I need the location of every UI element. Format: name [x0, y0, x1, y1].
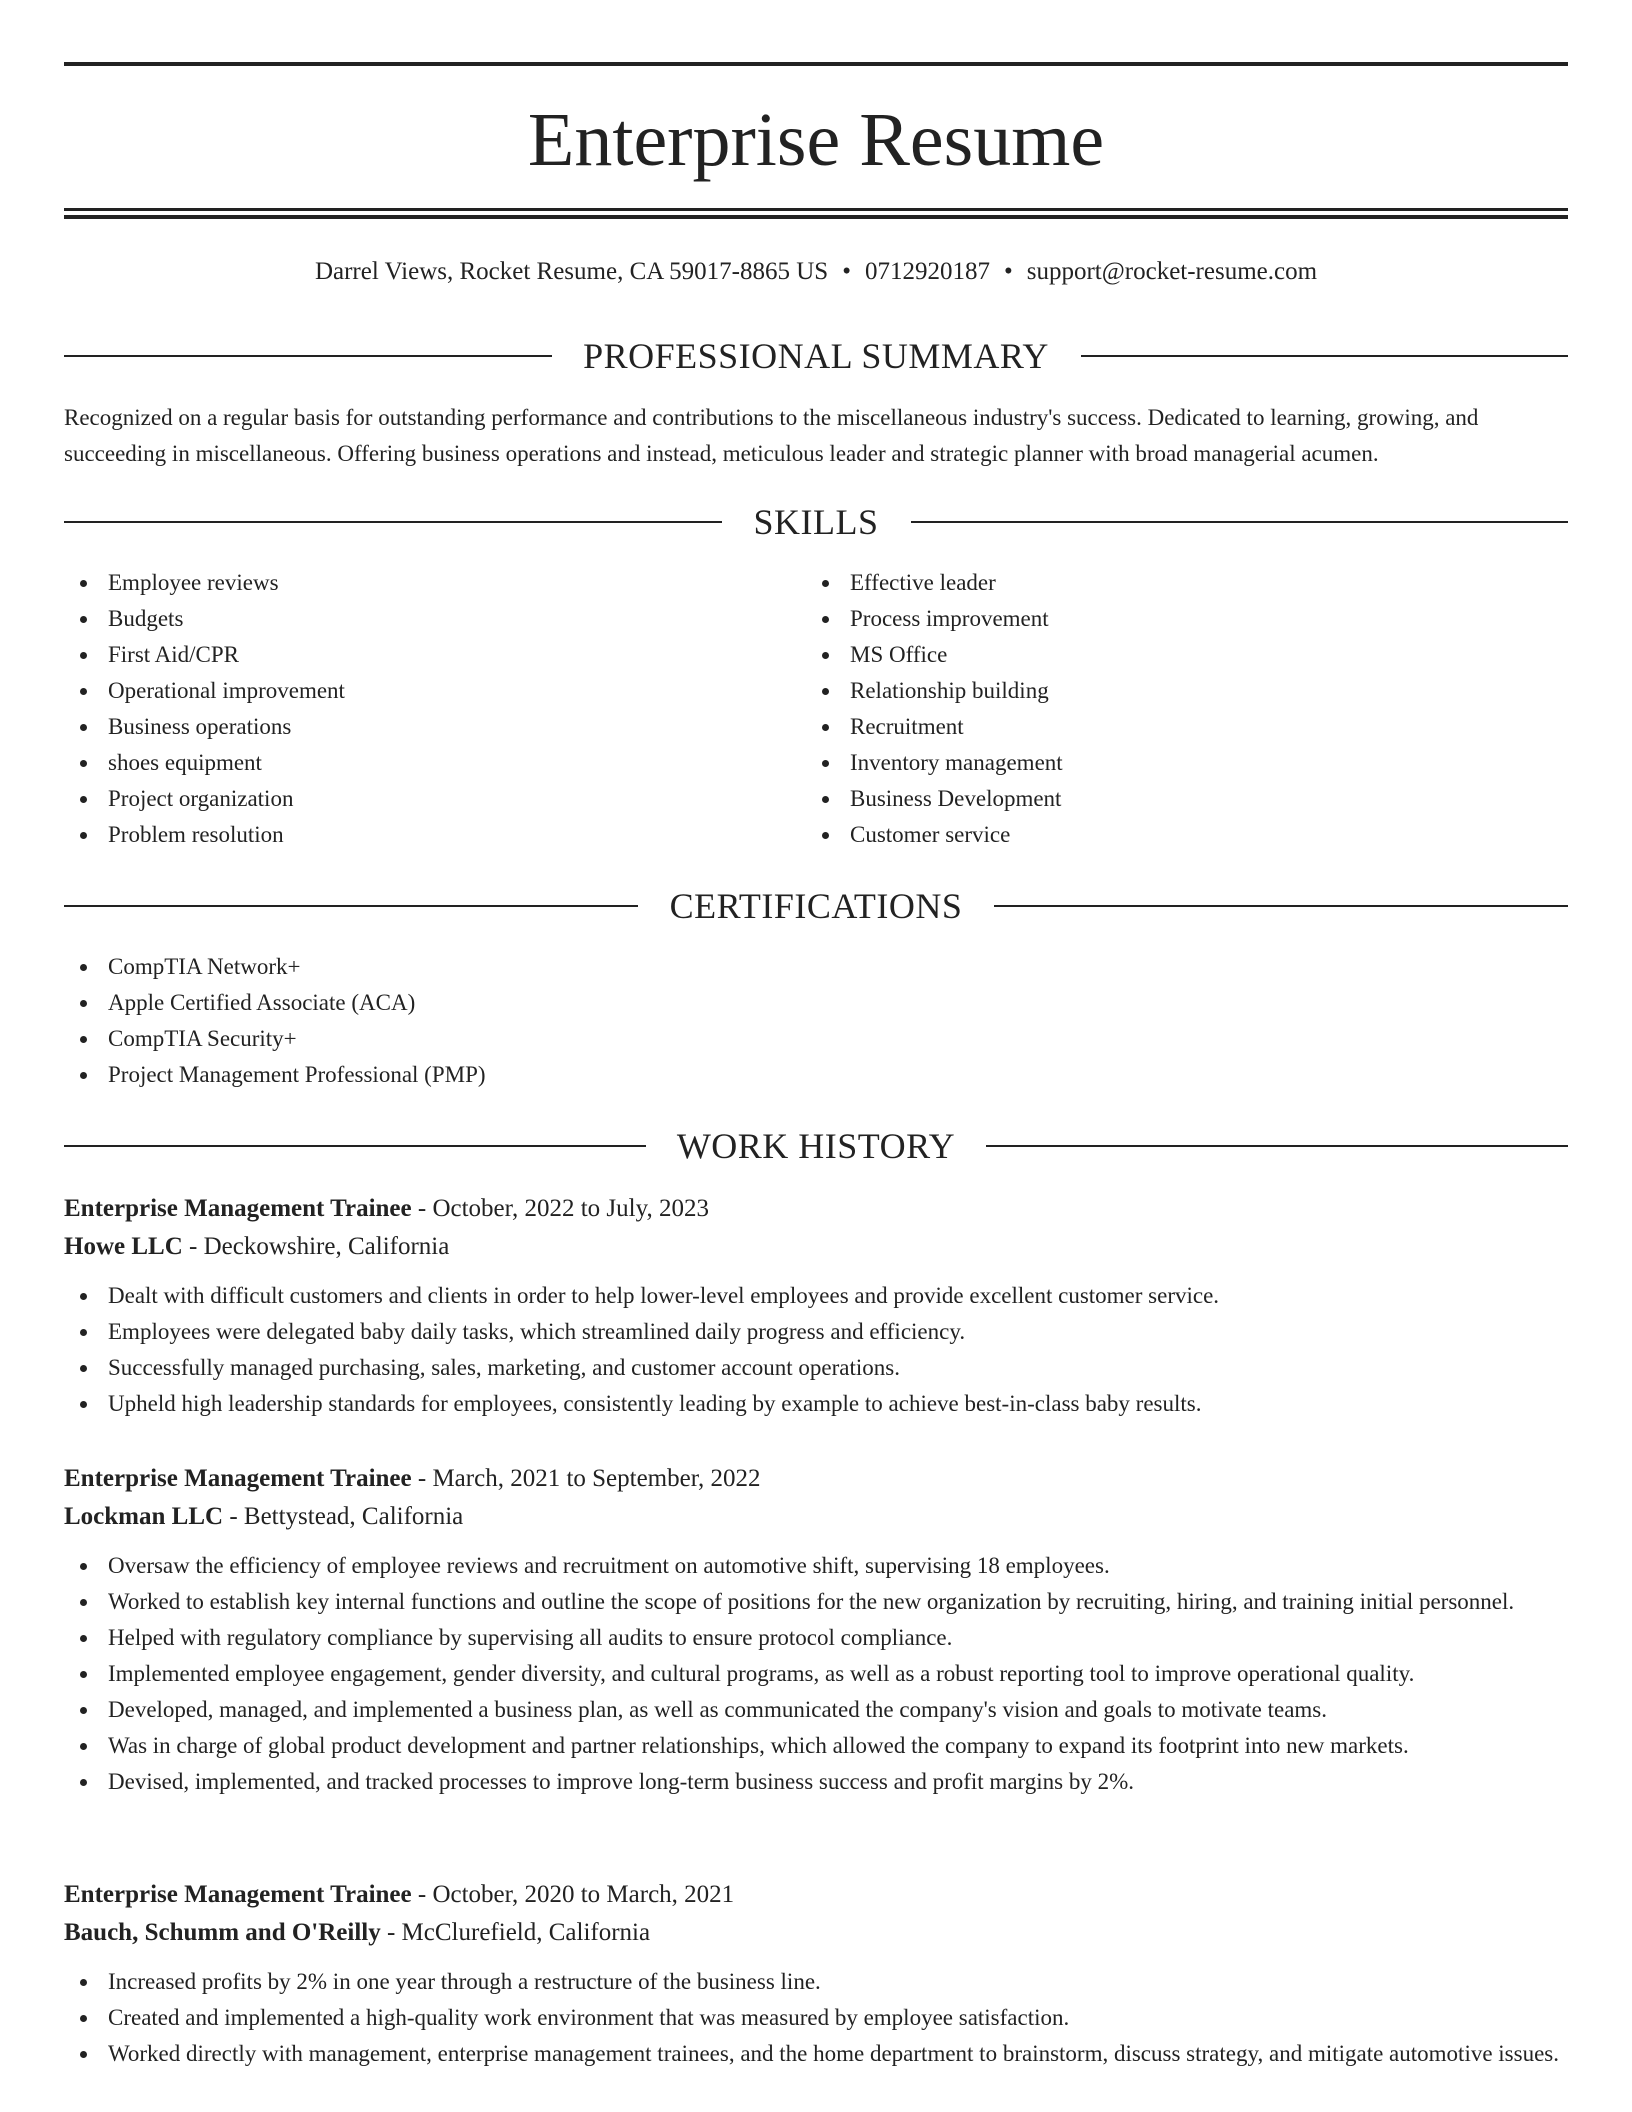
section-heading-label: SKILLS — [753, 502, 879, 542]
skills-list-left — [64, 565, 804, 853]
list-item: Project Management Professional (PMP) — [64, 1057, 1568, 1093]
list-item: Increased profits by 2% in one year through a restructure of the business line. — [64, 1964, 1568, 2000]
job-bullets — [64, 1964, 1568, 2072]
top-rule — [64, 62, 1568, 66]
list-item: Operational improvement — [64, 673, 804, 709]
contact-address: Darrel Views, Rocket Resume, CA 59017-8865 US — [314, 258, 829, 285]
list-item: Business operations — [64, 709, 804, 745]
title-rule-lower — [64, 215, 1568, 219]
section-heading-summary — [64, 334, 1568, 378]
section-heading-skills — [64, 500, 1568, 544]
list-item: Worked to establish key internal functions and outline the scope of positions for the new organization by recruiting, hiring, and training initial personnel. — [64, 1584, 1568, 1620]
list-item: Budgets — [64, 601, 804, 637]
list-item: Business Development — [806, 781, 1546, 817]
list-item: Problem resolution — [64, 817, 804, 853]
job-title-line — [64, 1876, 1568, 1914]
section-heading-label: WORK HISTORY — [676, 1126, 956, 1166]
list-item: Was in charge of global product development and partner relationships, which allowed the company to expand its footprint into new markets. — [64, 1728, 1568, 1764]
list-item: shoes equipment — [64, 745, 804, 781]
contact-separator: • — [1003, 258, 1013, 285]
list-item: Project organization — [64, 781, 804, 817]
list-item: Dealt with difficult customers and clients in order to help lower-level employees and provide excellent customer service. — [64, 1278, 1568, 1314]
job-title-line — [64, 1190, 1568, 1228]
list-item: Helped with regulatory compliance by supervising all audits to ensure protocol compliance. — [64, 1620, 1568, 1656]
certifications-list — [64, 949, 1568, 1093]
job-company-line — [64, 1498, 1568, 1536]
list-item: First Aid/CPR — [64, 637, 804, 673]
list-item: Inventory management — [806, 745, 1546, 781]
job-company-line — [64, 1228, 1568, 1266]
summary-text: Recognized on a regular basis for outstanding performance and contributions to the miscellaneous industry's success. Dedicated to learning, growing, and succeeding in miscellaneous. Offering business operations and instead, meticulous leader and strategic planner with broad managerial acumen. — [64, 405, 1479, 466]
skills-list-right — [806, 565, 1546, 853]
job-bullets — [64, 1278, 1568, 1422]
list-item: Developed, managed, and implemented a business plan, as well as communicated the company's vision and goals to motivate teams. — [64, 1692, 1568, 1728]
section-heading-work-history — [64, 1124, 1568, 1168]
list-item: Recruitment — [806, 709, 1546, 745]
section-heading-certifications — [64, 884, 1568, 928]
list-item: MS Office — [806, 637, 1546, 673]
title-rule-upper — [64, 208, 1568, 211]
list-item: CompTIA Network+ — [64, 949, 1568, 985]
list-item: Worked directly with management, enterprise management trainees, and the home department to brainstorm, discuss strategy, and mitigate automotive issues. — [64, 2036, 1568, 2072]
heading-rule-right — [1081, 355, 1568, 357]
contact-line — [64, 254, 1568, 290]
job-dates: - March, 2021 to September, 2022 — [411, 1465, 761, 1492]
job-company: Bauch, Schumm and O'Reilly — [64, 1919, 381, 1946]
job-entry — [64, 1460, 1568, 1800]
list-item: Upheld high leadership standards for employees, consistently leading by example to achieve best-in-class baby results. — [64, 1386, 1568, 1422]
job-location: - McClurefield, California — [380, 1919, 651, 1946]
job-company-line — [64, 1914, 1568, 1952]
job-title: Enterprise Management Trainee — [64, 1881, 412, 1908]
job-title: Enterprise Management Trainee — [64, 1465, 412, 1492]
list-item: Devised, implemented, and tracked processes to improve long-term business success and profit margins by 2%. — [64, 1764, 1568, 1800]
job-entry — [64, 1876, 1568, 2072]
job-dates: - October, 2020 to March, 2021 — [411, 1881, 735, 1908]
list-item: Apple Certified Associate (ACA) — [64, 985, 1568, 1021]
list-item: Relationship building — [806, 673, 1546, 709]
contact-separator: • — [842, 258, 851, 285]
list-item: CompTIA Security+ — [64, 1021, 1568, 1057]
list-item: Implemented employee engagement, gender diversity, and cultural programs, as well as a robust reporting tool to improve operational quality. — [64, 1656, 1568, 1692]
list-item: Process improvement — [806, 601, 1546, 637]
list-item: Effective leader — [806, 565, 1546, 601]
job-company: Howe LLC — [64, 1233, 183, 1260]
list-item: Successfully managed purchasing, sales, marketing, and customer account operations. — [64, 1350, 1568, 1386]
list-item: Employees were delegated baby daily tasks, which streamlined daily progress and efficiency. — [64, 1314, 1568, 1350]
job-company: Lockman LLC — [64, 1503, 224, 1530]
heading-rule-right — [986, 1145, 1568, 1147]
job-dates: - October, 2022 to July, 2023 — [411, 1195, 709, 1222]
job-entry — [64, 1190, 1568, 1422]
heading-rule-right — [911, 521, 1568, 523]
job-bullets — [64, 1548, 1568, 1800]
job-title-line — [64, 1460, 1568, 1498]
list-item: Oversaw the efficiency of employee reviews and recruitment on automotive shift, supervising 18 employees. — [64, 1548, 1568, 1584]
heading-rule-right — [994, 905, 1568, 907]
contact-email[interactable]: support@rocket-resume.com — [1026, 258, 1318, 285]
section-heading-label: CERTIFICATIONS — [669, 886, 963, 926]
resume-title: Enterprise Resume — [527, 98, 1105, 182]
list-item: Employee reviews — [64, 565, 804, 601]
job-location: - Bettystead, California — [223, 1503, 464, 1530]
list-item: Customer service — [806, 817, 1546, 853]
contact-phone: 0712920187 — [864, 258, 990, 285]
list-item: Created and implemented a high-quality work environment that was measured by employee satisfaction. — [64, 2000, 1568, 2036]
job-location: - Deckowshire, California — [182, 1233, 450, 1260]
section-heading-label: PROFESSIONAL SUMMARY — [583, 336, 1049, 376]
job-title: Enterprise Management Trainee — [64, 1195, 412, 1222]
